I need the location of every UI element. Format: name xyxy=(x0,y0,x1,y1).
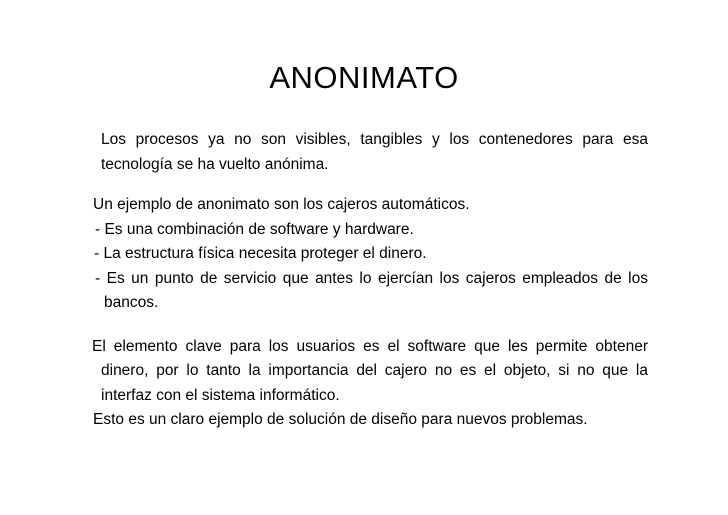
bullet-item-1: - Es una combinación de software y hardware. xyxy=(95,220,414,238)
paragraph-example: Un ejemplo de anonimato son los cajeros automáticos. xyxy=(93,196,470,213)
spacer xyxy=(92,177,648,193)
slide-title: ANONIMATO xyxy=(269,60,459,95)
bullet-item-2: - La estructura física necesita proteger el dinero. xyxy=(94,245,427,262)
paragraph-intro: Los procesos ya no son visibles, tangibles y los contenedores para esa tecnología se ha vuelto anónima. xyxy=(101,131,648,173)
bullet-item-3: - Es un punto de servicio que antes lo ejercían los cajeros empleados de los bancos. xyxy=(95,269,648,311)
slide-body xyxy=(92,128,648,433)
paragraph-key-element: El elemento clave para los usuarios es el software que les permite obtener dinero, por lo tanto la importancia del cajero no es el objeto, si no que la interfaz con el sistema informático. xyxy=(92,337,648,404)
spacer xyxy=(92,316,648,335)
paragraph-conclusion: Esto es un claro ejemplo de solución de diseño para nuevos problemas. xyxy=(93,411,588,428)
